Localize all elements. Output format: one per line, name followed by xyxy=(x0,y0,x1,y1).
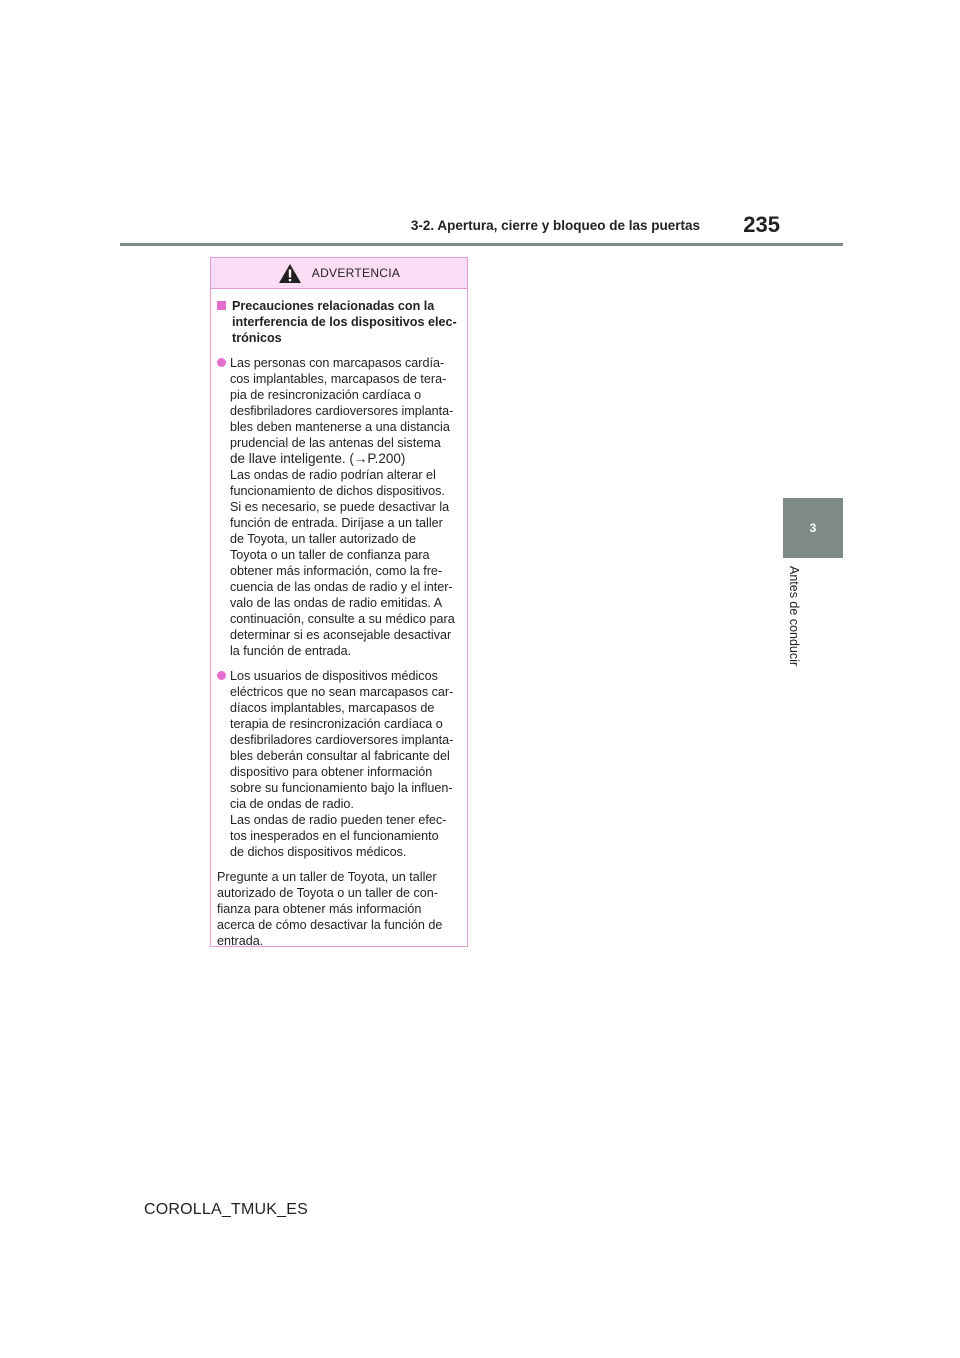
bullet-medical-devices-text xyxy=(230,668,453,860)
text-line: la función de entrada. xyxy=(230,644,352,658)
page-reference-link[interactable]: de llave inteligente. (→P.200) xyxy=(230,451,406,466)
bullet-pacemaker-text xyxy=(230,355,455,659)
text-line: Las ondas de radio pueden tener efec- xyxy=(230,813,447,827)
chapter-number: 3 xyxy=(809,521,817,535)
text-line: Las personas con marcapasos cardía- xyxy=(230,356,445,370)
text-line: entrada. xyxy=(217,934,264,948)
text-line: bles deberán consultar al fabricante del xyxy=(230,749,450,763)
chapter-tab[interactable] xyxy=(783,498,843,558)
section-heading-text xyxy=(232,298,457,346)
warning-title: ADVERTENCIA xyxy=(311,266,401,280)
text-line: pia de resincronización cardíaca o xyxy=(230,388,422,402)
text-line: de Toyota, un taller autorizado de xyxy=(230,532,417,546)
warning-header xyxy=(211,258,467,289)
warning-triangle-icon xyxy=(278,263,302,284)
section-title: 3-2. Apertura, cierre y bloqueo de las puertas xyxy=(410,218,700,233)
heading-line: Precauciones relacionadas con la xyxy=(232,299,435,313)
text-line: cuencia de las ondas de radio y el inter- xyxy=(230,580,453,594)
text-line: dispositivo para obtener información xyxy=(230,765,433,779)
bullet-pacemaker xyxy=(217,355,461,659)
page-number: 235 xyxy=(743,212,780,237)
heading-line: interferencia de los dispositivos elec- xyxy=(232,315,457,329)
text-line: valo de las ondas de radio emitidas. A xyxy=(230,596,443,610)
text-line: prudencial de las antenas del sistema xyxy=(230,436,441,450)
text-line: tos inesperados en el funcionamiento xyxy=(230,829,439,843)
text-line: bles deben mantenerse a una distancia xyxy=(230,420,450,434)
round-bullet-icon xyxy=(217,358,226,367)
text-line: Los usuarios de dispositivos médicos xyxy=(230,669,438,683)
heading-line: trónicos xyxy=(232,331,282,345)
text-line: fianza para obtener más información xyxy=(217,902,422,916)
text-line: obtener más información, como la fre- xyxy=(230,564,443,578)
footer-code: COROLLA_TMUK_ES xyxy=(144,1201,308,1218)
text-line: cos implantables, marcapasos de tera- xyxy=(230,372,447,386)
text-line: determinar si es aconsejable desactivar xyxy=(230,628,452,642)
text-line: terapia de resincronización cardíaca o xyxy=(230,717,443,731)
bullet-medical-devices xyxy=(217,668,461,860)
text-line: continuación, consulte a su médico para xyxy=(230,612,455,626)
text-line: función de entrada. Diríjase a un taller xyxy=(230,516,443,530)
text-line: eléctricos que no sean marcapasos car- xyxy=(230,685,454,699)
section-heading xyxy=(217,298,461,346)
text-line: acerca de cómo desactivar la función de xyxy=(217,918,443,932)
chapter-label: Antes de conducir xyxy=(787,566,801,667)
text-line: díacos implantables, marcapasos de xyxy=(230,701,435,715)
text-line: Las ondas de radio podrían alterar el xyxy=(230,468,436,482)
text-line: Pregunte a un taller de Toyota, un taller xyxy=(217,870,437,884)
header-rule xyxy=(120,243,843,246)
text-line: funcionamiento de dichos dispositivos. xyxy=(230,484,445,498)
text-line: desfibriladores cardioversores implanta- xyxy=(230,733,454,747)
text-line: Toyota o un taller de confianza para xyxy=(230,548,430,562)
text-line: Si es necesario, se puede desactivar la xyxy=(230,500,450,514)
text-line: de dichos dispositivos médicos. xyxy=(230,845,407,859)
text-line: sobre su funcionamiento bajo la influen- xyxy=(230,781,453,795)
closing-paragraph xyxy=(217,869,461,949)
text-line: cia de ondas de radio. xyxy=(230,797,354,811)
text-line: desfibriladores cardioversores implanta- xyxy=(230,404,454,418)
text-line: autorizado de Toyota o un taller de con- xyxy=(217,886,439,900)
warning-box xyxy=(210,257,468,947)
warning-body xyxy=(211,289,467,949)
round-bullet-icon xyxy=(217,671,226,680)
square-bullet-icon xyxy=(217,301,226,310)
